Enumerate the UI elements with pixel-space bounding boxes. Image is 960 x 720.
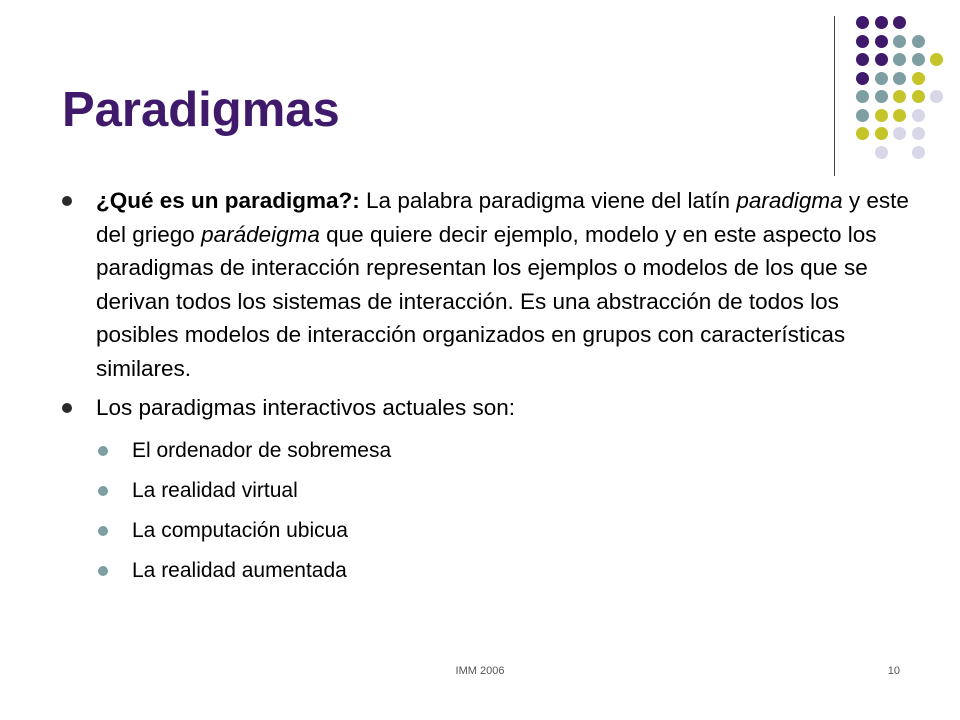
sub-bullet: [60, 551, 920, 591]
bullet-text: Los paradigmas interactivos actuales son:: [96, 395, 515, 420]
text-span: La palabra paradigma viene del latín: [359, 188, 737, 213]
sub-bullet-icon: [98, 566, 108, 576]
decorative-dot: [875, 53, 888, 66]
decorative-dot: [893, 72, 906, 85]
italic-term-greek: parádeigma: [201, 221, 320, 247]
footer-text: IMM 2006: [455, 665, 505, 677]
slide-title: Paradigmas: [62, 83, 340, 137]
decorative-dot: [930, 90, 943, 103]
italic-term-latin: paradigma: [736, 188, 843, 213]
decorative-dot: [875, 90, 888, 103]
decorative-dot: [912, 127, 925, 140]
sub-bullet-icon: [98, 446, 108, 456]
decorative-dot: [893, 90, 906, 103]
decorative-dot: [893, 53, 906, 66]
text-span: que quiere decir ejemplo, modelo y en este aspecto los paradigmas de interacción representan los ejemplos o modelos de los que se derivan todos los sistemas de interacción. Es una abstracción de todos los posibles modelos de interacción organizados en grupos con características similares.: [96, 221, 877, 381]
text-span: y este del griego: [96, 188, 909, 247]
decorative-dot: [893, 109, 906, 122]
bullet-paradigms-list: [60, 391, 920, 425]
decorative-dot: [875, 16, 888, 29]
decorative-dot: [856, 53, 869, 66]
sub-bullet: [60, 471, 920, 511]
sub-bullet-icon: [98, 486, 108, 496]
sub-bullet: [60, 431, 920, 471]
sub-bullet-text: La computación ubicua: [132, 518, 348, 542]
decorative-dot: [875, 146, 888, 159]
decorative-dot: [912, 35, 925, 48]
sub-bullet-text: La realidad virtual: [132, 478, 298, 502]
decorative-dot: [912, 72, 925, 85]
sub-bullet-text: El ordenador de sobremesa: [132, 438, 392, 462]
decorative-dot: [912, 146, 925, 159]
decorative-dot: [875, 127, 888, 140]
bullet-definition: [60, 184, 920, 385]
bullet-definition-label: ¿Qué es un paradigma?:: [96, 188, 360, 213]
decorative-dot: [875, 72, 888, 85]
bullet-icon: [62, 196, 72, 206]
decorative-dot: [856, 109, 869, 122]
sub-bullet-icon: [98, 526, 108, 536]
page-number: 10: [887, 665, 900, 677]
decorative-dot: [875, 109, 888, 122]
bullet-icon: [62, 403, 72, 413]
vertical-divider: [834, 16, 835, 176]
decorative-dot: [875, 35, 888, 48]
slide-body: [60, 184, 920, 591]
decorative-dot: [930, 53, 943, 66]
decorative-dot: [856, 127, 869, 140]
sub-bullet: [60, 511, 920, 551]
decorative-dot: [912, 109, 925, 122]
decorative-dot: [912, 90, 925, 103]
decorative-dot: [912, 53, 925, 66]
decorative-dot: [893, 127, 906, 140]
decorative-dot: [893, 16, 906, 29]
decorative-dot: [893, 35, 906, 48]
sub-bullet-text: La realidad aumentada: [132, 558, 347, 582]
decorative-dot: [856, 16, 869, 29]
decorative-dot: [856, 90, 869, 103]
decorative-dot: [856, 35, 869, 48]
decorative-dot: [856, 72, 869, 85]
